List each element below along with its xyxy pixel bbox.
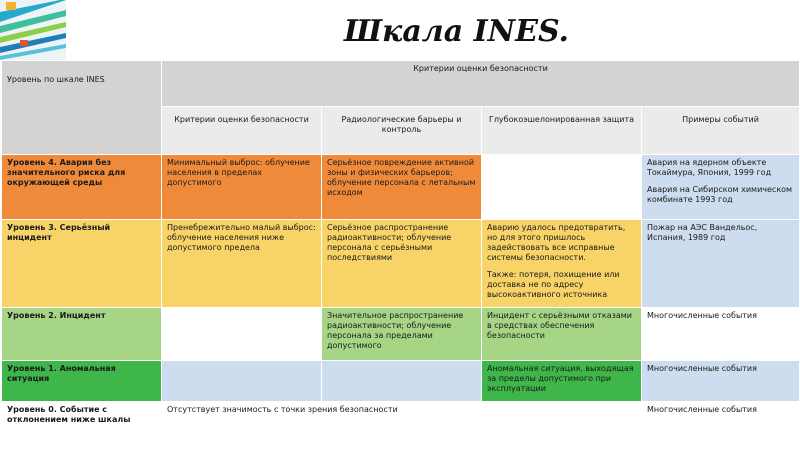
level-0-label: Уровень 0. Событие с отклонением ниже шкалы <box>2 402 162 432</box>
column-header-examples: Примеры событий <box>642 107 800 155</box>
example-text: Многочисленные события <box>647 311 757 320</box>
example-text: Пожар на АЭС Вандельос, Испания, 1989 год <box>647 223 758 242</box>
level-2-criteria <box>162 308 322 361</box>
level-1-examples <box>642 361 800 402</box>
level-4-barriers: Серьёзное повреждение активной зоны и физических барьеров; облучение персонала с летальным исходом <box>322 155 482 220</box>
level-column-header: Уровень по шкале INES <box>2 61 162 155</box>
level-2-barriers: Значительное распространение радиоактивности; облучение персонала за пределами допустимого <box>322 308 482 361</box>
example-text: Авария на Сибирском химическом комбинате 1993 год <box>647 185 793 204</box>
table-row <box>2 361 800 402</box>
level-2-label: Уровень 2. Инцидент <box>2 308 162 361</box>
level-4-criteria: Минимальный выброс: облучение населения в пределах допустимого <box>162 155 322 220</box>
column-header-barriers: Радиологические барьеры и контроль <box>322 107 482 155</box>
column-header-criteria: Критерии оценки безопасности <box>162 107 322 155</box>
level-2-examples <box>642 308 800 361</box>
level-3-barriers: Серьёзное распространение радиоактивности; облучение персонала с серьёзными последствиями <box>322 220 482 308</box>
level-1-barriers <box>322 361 482 402</box>
defense-text: Также: потеря, похищение или доставка не по адресу высокоактивного источника <box>487 270 620 299</box>
level-3-defense <box>482 220 642 308</box>
table-row <box>2 220 800 308</box>
level-3-label: Уровень 3. Серьёзный инцидент <box>2 220 162 308</box>
criteria-group-header: Критерии оценки безопасности <box>162 61 800 107</box>
level-0-examples <box>642 402 800 432</box>
defense-text: Аварию удалось предотвратить, но для этого пришлось задействовать все исправные системы безопасности. <box>487 223 626 262</box>
example-text: Многочисленные события <box>647 364 757 373</box>
level-1-criteria <box>162 361 322 402</box>
level-2-defense: Инцидент с серьёзными отказами в средствах обеспечения безопасности <box>482 308 642 361</box>
table-row <box>2 308 800 361</box>
level-0-merged-criteria: Отсутствует значимость с точки зрения безопасности <box>162 402 642 432</box>
example-text: Авария на ядерном объекте Токаймура, Япония, 1999 год <box>647 158 772 177</box>
ines-scale-table <box>1 60 800 432</box>
level-3-criteria: Пренебрежительно малый выброс: облучение населения ниже допустимого предела <box>162 220 322 308</box>
level-1-defense: Аномальная ситуация, выходящая за пределы допустимого при эксплуатации <box>482 361 642 402</box>
level-3-examples <box>642 220 800 308</box>
level-4-defense <box>482 155 642 220</box>
example-text: Многочисленные события <box>647 405 757 414</box>
slide-title: Шкала INES. <box>344 14 569 49</box>
level-4-examples <box>642 155 800 220</box>
level-4-label: Уровень 4. Авария без значительного риска для окружающей среды <box>2 155 162 220</box>
level-1-label: Уровень 1. Аномальная ситуация <box>2 361 162 402</box>
column-header-defense: Глубокоэшелонированная защита <box>482 107 642 155</box>
table-row <box>2 155 800 220</box>
table-row <box>2 402 800 432</box>
corner-decoration <box>0 0 66 60</box>
corner-stripes-graphic <box>0 0 66 60</box>
